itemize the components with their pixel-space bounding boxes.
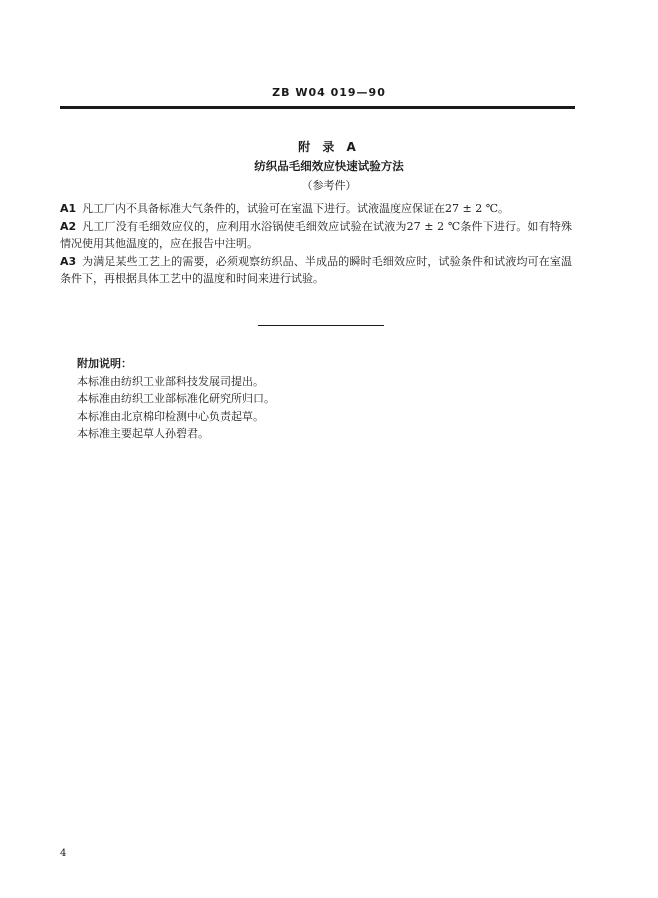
additional-notes bbox=[77, 355, 275, 443]
header-rule bbox=[60, 106, 575, 109]
clause-a1 bbox=[60, 200, 572, 218]
clause-text: 为满足某些工艺上的需要，必须观察纺织品、半成品的瞬时毛细效应时，试验条件和试液均可在室温条件下，再根据具体工艺中的温度和时间来进行试验。 bbox=[60, 254, 572, 285]
clause-label: A3 bbox=[60, 254, 77, 268]
clause-text: 凡工厂内不具备标准大气条件的，试验可在室温下进行。试液温度应保证在27 ± 2 ℃。 bbox=[82, 202, 510, 215]
standard-code: ZB W04 019—90 bbox=[272, 86, 386, 99]
clauses-section bbox=[60, 200, 572, 288]
clause-a3 bbox=[60, 253, 572, 288]
page-number: 4 bbox=[60, 848, 67, 859]
note-line: 本标准由纺织工业部科技发展司提出。 bbox=[77, 374, 264, 388]
clause-label: A2 bbox=[60, 219, 77, 233]
clause-a2 bbox=[60, 218, 572, 253]
notes-heading: 附加说明： bbox=[77, 357, 132, 370]
note-line: 本标准由纺织工业部标准化研究所归口。 bbox=[77, 392, 275, 405]
appendix-subtitle: 纺织品毛细效应快速试验方法 bbox=[254, 159, 404, 173]
clause-text: 凡工厂没有毛细效应仪的，应利用水浴锅使毛细效应试验在试液为27 ± 2 ℃条件下进行。如有特殊情况使用其他温度的，应在报告中注明。 bbox=[60, 219, 572, 250]
clause-label: A1 bbox=[60, 202, 77, 215]
appendix-title: 附 录 A bbox=[298, 140, 360, 154]
note-line: 本标准主要起草人孙碧君。 bbox=[77, 427, 209, 440]
appendix-note: （参考件） bbox=[301, 179, 357, 192]
section-divider bbox=[258, 325, 384, 326]
note-line: 本标准由北京棉印检测中心负责起草。 bbox=[77, 409, 264, 423]
